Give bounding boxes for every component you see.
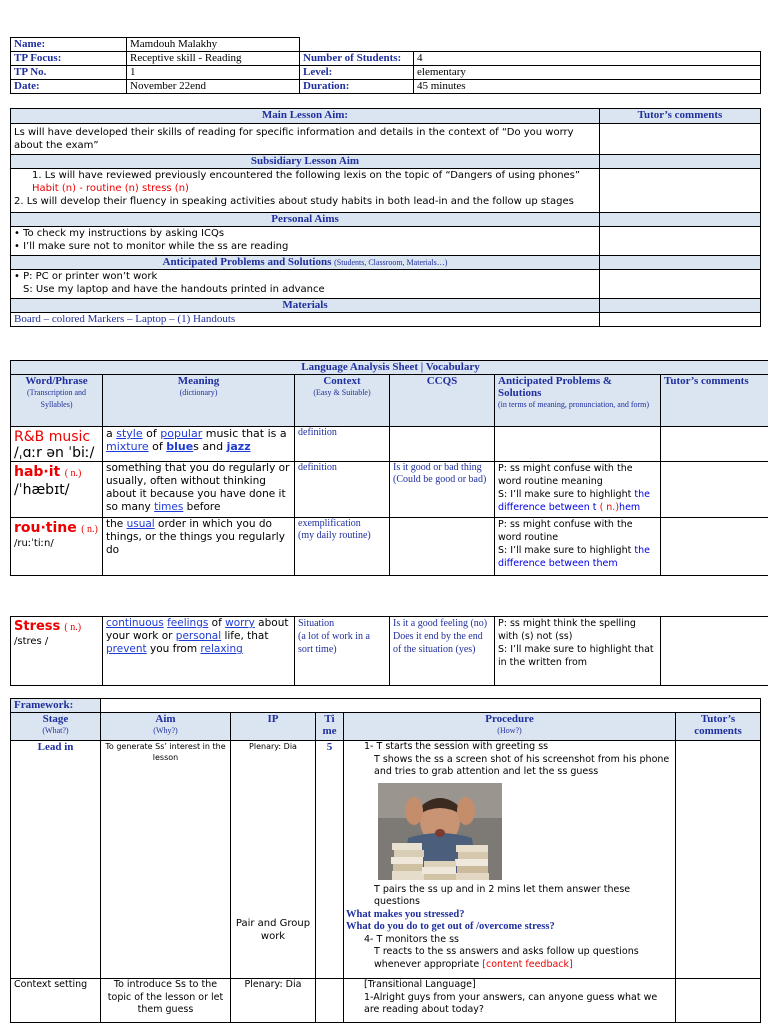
framework-label: Framework: — [11, 699, 101, 713]
tp-focus-value: Receptive skill - Reading — [127, 52, 300, 66]
duration-label: Duration: — [300, 80, 414, 94]
proc-lead-1: 1- T starts the session with greeting ss — [364, 741, 549, 752]
pos-stress: ( n.) — [64, 622, 82, 633]
level-value: elementary — [414, 66, 761, 80]
date-label: Date: — [11, 80, 127, 94]
word-stress: Stress — [14, 619, 61, 634]
vh-problems: Anticipated Problems & Solutions — [498, 375, 613, 399]
ip-lead-in: Plenary: Dia — [249, 742, 297, 751]
fh-stage: Stage — [42, 713, 69, 725]
meaning-stress: continuous feelings of worry about your work or personal life, that prevent you from relaxing — [103, 617, 295, 686]
vh-meaning: Meaning — [177, 375, 220, 387]
personal-aims-header: Personal Aims — [11, 213, 600, 227]
vh-problems-sub: (in terms of meaning, pronunciation, and form) — [498, 400, 650, 409]
tutor-comments-header: Tutor’s comments — [600, 109, 761, 124]
ccqs-routine — [390, 518, 495, 576]
proc-lead-3: T pairs the ss up and in 2 mins let them answer these questions — [374, 883, 631, 907]
meaning-routine: the usual order in which you do things, or the things you regularly do — [103, 518, 295, 576]
ipa-stress: /stres / — [14, 636, 49, 647]
fh-time: Ti me — [316, 713, 344, 741]
main-aim-header: Main Lesson Aim: — [11, 109, 600, 124]
question-1: What makes you stressed? — [346, 908, 465, 920]
subsidiary-lexis: Habit (n) - routine (n) stress (n) — [32, 183, 189, 194]
vh-context: Context — [323, 375, 361, 387]
context-routine: exemplification (my daily routine) — [295, 518, 390, 576]
proc-lead-5: T reacts to the ss answers and asks follow up questions whenever appropriate [content feedback] — [374, 946, 639, 970]
fh-procedure-sub: (How?) — [497, 726, 522, 735]
ip-lead-in-2: Pair and Group work — [235, 918, 311, 942]
info-table — [10, 37, 761, 94]
personal-aim-1: • To check my instructions by asking ICQs — [14, 228, 225, 239]
vh-word-sub: (Transcription and Syllables) — [26, 388, 87, 409]
time-context — [316, 979, 344, 1023]
fh-stage-sub: (What?) — [42, 726, 69, 735]
tp-no-value: 1 — [127, 66, 300, 80]
subsidiary-aim-text — [11, 169, 600, 213]
time-lead-in: 5 — [316, 741, 344, 979]
ipa-routine: /ruːˈtiːn/ — [14, 538, 54, 549]
problems-header: Anticipated Problems and Solutions — [162, 256, 332, 268]
ccqs-rnb — [390, 427, 495, 462]
problems-rnb — [495, 427, 661, 462]
ip-context: Plenary: Dia — [231, 979, 316, 1023]
problems-habit: P: ss might confuse with the word routine meaning S: I’ll make sure to highlight the difference between t ( n.)hem — [495, 462, 661, 518]
ccqs-stress: Is it a good feeling (no) Does it end by the end of the situation (yes) — [390, 617, 495, 686]
stage-context: Context setting — [11, 979, 101, 1023]
name-value: Mamdouh Malakhy — [127, 38, 300, 52]
context-stress: Situation (a lot of work in a sort time) — [295, 617, 390, 686]
name-label: Name: — [11, 38, 127, 52]
tp-focus-label: TP Focus: — [11, 52, 127, 66]
vh-ccqs: CCQS — [390, 375, 495, 427]
level-label: Level: — [300, 66, 414, 80]
aim-lead-in: To generate Ss’ interest in the lesson — [101, 741, 231, 979]
word-rnb: R&B music — [14, 429, 91, 445]
vh-context-sub: (Easy & Suitable) — [313, 388, 371, 397]
fh-ip: IP — [231, 713, 316, 741]
problems-stress: P: ss might think the spelling with (s) not (ss) S: I’ll make sure to highlight that in the written from — [495, 617, 661, 686]
meaning-rnb: a style of popular music that is a mixture of blues and jazz — [103, 427, 295, 462]
main-aim-text: Ls will have developed their skills of reading for specific information and details in the context of “Do you worry about the exam” — [11, 124, 600, 155]
subsidiary-aim-header: Subsidiary Lesson Aim — [11, 155, 600, 169]
date-value: November 22end — [127, 80, 300, 94]
framework-table — [10, 698, 761, 1023]
proc-context-1: [Transitional Language] — [364, 979, 476, 990]
stressed-student-photo — [378, 783, 502, 880]
ccqs-habit: Is it good or bad thing (Could be good or bad) — [390, 462, 495, 518]
ipa-rnb: /ˌɑːr ən ˈbiː/ — [14, 445, 95, 461]
problem-1: • P: PC or printer won’t work — [14, 271, 158, 282]
personal-aim-2: • I’ll make sure not to monitor while the ss are reading — [14, 241, 289, 252]
fh-procedure: Procedure — [485, 713, 534, 725]
subsidiary-aim-2: 2. Ls will develop their fluency in speaking activities about study habits in both lead-in and the follow up stages — [14, 196, 574, 207]
solution-1: S: Use my laptop and have the handouts printed in advance — [23, 284, 325, 295]
ipa-habit: /ˈhæbɪt/ — [14, 482, 70, 498]
vocab-table — [10, 360, 768, 576]
proc-context-2: 1-Alright guys from your answers, can anyone guess what we are reading about today? — [364, 991, 658, 1015]
fh-aim-sub: (Why?) — [153, 726, 178, 735]
tp-no-label: TP No. — [11, 66, 127, 80]
stress-table — [10, 616, 768, 686]
context-rnb: definition — [295, 427, 390, 462]
context-habit: definition — [295, 462, 390, 518]
vocab-title: Language Analysis Sheet | Vocabulary — [11, 361, 768, 375]
proc-lead-2: T shows the ss a screen shot of his screenshot from his phone and tries to grab attention and let the ss guess — [374, 753, 670, 777]
vh-meaning-sub: (dictionary) — [179, 388, 218, 397]
duration-value: 45 minutes — [414, 80, 761, 94]
materials-text: Board – colored Markers – Laptop – (1) Handouts — [11, 313, 600, 327]
pos-habit: ( n.) — [64, 468, 82, 479]
vh-word: Word/Phrase — [25, 375, 88, 387]
subsidiary-aim-1: 1. Ls will have reviewed previously encountered the following lexis on the topic of “Dangers of using phones” — [32, 170, 581, 181]
proc-lead-4: 4- T monitors the ss — [364, 933, 459, 945]
fh-tutor: Tutor’s comments — [676, 713, 761, 741]
word-routine: rou·tine — [14, 520, 77, 536]
pos-routine: ( n.) — [81, 524, 98, 535]
problems-routine: P: ss might confuse with the word routine S: I’ll make sure to highlight the difference between them — [495, 518, 661, 576]
problems-header-sub: (Students, Classroom, Materials…) — [334, 258, 448, 267]
materials-header: Materials — [11, 299, 600, 313]
aims-table — [10, 108, 761, 327]
meaning-habit: something that you do regularly or usually, often without thinking about it because you have done it so many times before — [103, 462, 295, 518]
vh-tutor: Tutor’s comments — [661, 375, 768, 427]
word-habit: hab·it — [14, 464, 61, 480]
students-value: 4 — [414, 52, 761, 66]
fh-aim: Aim — [155, 713, 176, 725]
stage-lead-in: Lead in — [11, 741, 101, 979]
aim-context: To introduce Ss to the topic of the lesson or let them guess — [101, 979, 231, 1023]
question-2: What do you do to get out of /overcome stress? — [346, 921, 555, 932]
students-label: Number of Students: — [300, 52, 414, 66]
